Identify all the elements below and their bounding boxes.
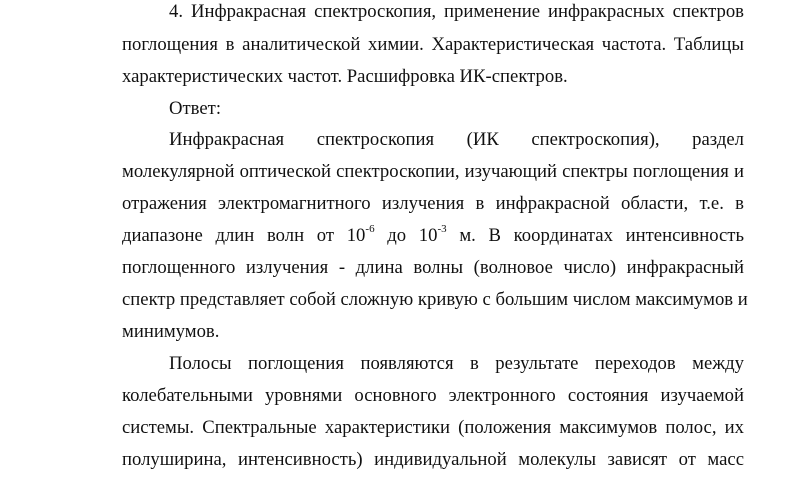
paragraph2-line-4: полуширина, интенсивность) индивидуальной молекулы зависят от масс: [122, 449, 744, 470]
paragraph1-line-4: [122, 222, 744, 250]
question-line-1: 4. Инфракрасная спектроскопия, применение инфракрасных спектров: [169, 1, 744, 22]
paragraph2-line-1: Полосы поглощения появляются в результате переходов между: [169, 353, 744, 374]
paragraph1-line-7: минимумов.: [122, 321, 220, 342]
question-line-2: поглощения в аналитической химии. Характеристическая частота. Таблицы: [122, 34, 744, 55]
answer-label: Ответ:: [169, 98, 222, 119]
paragraph1-line-2: молекулярной оптической спектроскопии, изучающий спектры поглощения и: [122, 161, 744, 182]
paragraph1-line-5: поглощенного излучения - длина волны (волновое число) инфракрасный: [122, 257, 744, 278]
exponent-1: -6: [365, 222, 375, 235]
paragraph1-line-6: спектр представляет собой сложную кривую с большим числом максимумов и: [122, 289, 748, 310]
line4-before: диапазоне длин волн от 10: [122, 225, 366, 246]
paragraph2-line-2: колебательными уровнями основного электронного состояния изучаемой: [122, 385, 744, 406]
paragraph2-line-3: системы. Спектральные характеристики (положения максимумов полос, их: [122, 417, 744, 438]
paragraph1-line-3: отражения электромагнитного излучения в инфракрасной области, т.е. в: [122, 193, 744, 214]
line4-after: м. В координатах интенсивность: [446, 225, 744, 246]
line4-middle: до 10: [374, 225, 438, 246]
exponent-2: -3: [437, 222, 447, 235]
paragraph1-line-1: Инфракрасная спектроскопия (ИК спектроскопия), раздел: [169, 129, 744, 150]
question-line-3: характеристических частот. Расшифровка ИК-спектров.: [122, 66, 568, 87]
